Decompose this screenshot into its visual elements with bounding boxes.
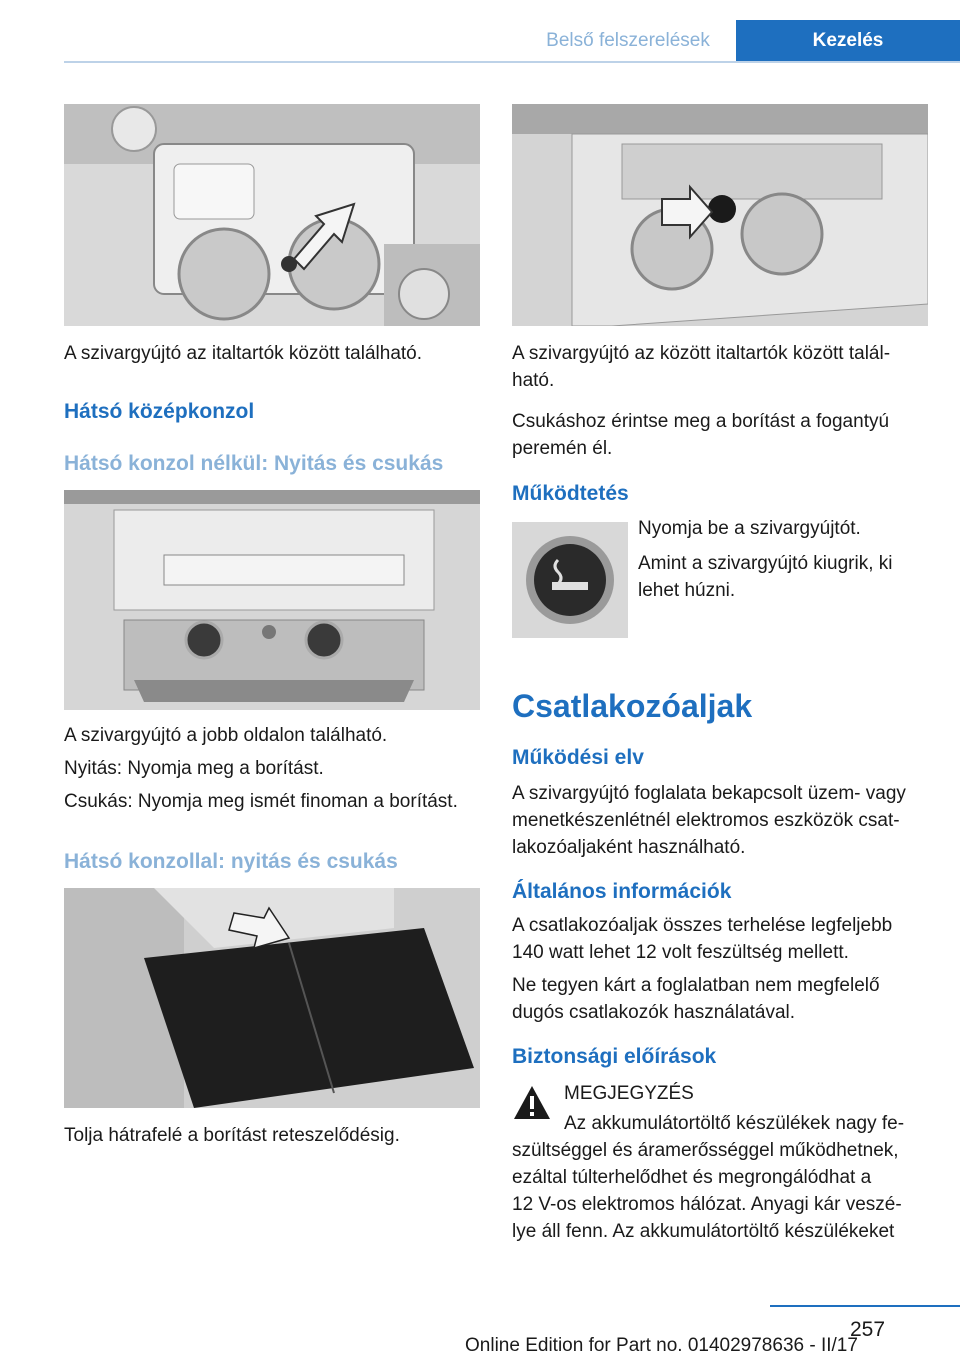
caption-front-line1: A szivargyújtó az között italtartók között talál-	[512, 343, 891, 364]
text-pops-line1: Amint a szivargyújtó kiugrik, ki	[638, 553, 893, 574]
caption-right-side: A szivargyújtó a jobb oldalon található.	[64, 725, 388, 746]
heading-general-info: Általános információk	[512, 880, 732, 903]
caption-front-line2: ható.	[512, 370, 555, 391]
notice-line1: Az akkumulátortöltő készülékek nagy fe-	[564, 1113, 905, 1134]
page-number: 257	[850, 1318, 886, 1341]
subheading-with-console: Hátsó konzollal: nyitás és csukás	[64, 850, 398, 873]
notice-label: MEGJEGYZÉS	[564, 1083, 694, 1104]
warning-triangle-icon	[512, 1084, 552, 1122]
footer-edition: Online Edition for Part no. 01402978636 - II/17	[465, 1335, 858, 1356]
footer-divider	[770, 1305, 960, 1307]
header-chapter-tab[interactable]: Kezelés	[736, 20, 960, 62]
subheading-without-console: Hátsó konzol nélkül: Nyitás és csukás	[64, 452, 444, 475]
general-line3: Ne tegyen kárt a foglalatban nem megfelelő	[512, 975, 880, 996]
caption-cupholder: A szivargyújtó az italtartók között található.	[64, 343, 423, 364]
text-press-lighter: Nyomja be a szivargyújtót.	[638, 518, 861, 539]
console-cover-photo	[64, 888, 480, 1108]
cigarette-lighter-icon	[512, 522, 628, 638]
cupholder-lighter-photo	[64, 104, 480, 326]
heading-sockets: Csatlakozóaljak	[512, 688, 753, 724]
heading-rear-console: Hátsó középkonzol	[64, 400, 255, 423]
close-text-line1: Csukáshoz érintse meg a borítást a fogantyú	[512, 411, 890, 432]
front-cupholder-photo	[512, 104, 928, 326]
general-line1: A csatlakozóaljak összes terhelése legfeljebb	[512, 915, 893, 936]
heading-principle: Működési elv	[512, 746, 644, 769]
notice-line2: szültséggel és áramerősséggel működhetnek,	[512, 1140, 899, 1161]
caption-slide-cover: Tolja hátrafelé a borítást reteszelődésig.	[64, 1125, 400, 1146]
general-line4: dugós csatlakozók használatával.	[512, 1002, 796, 1023]
notice-line3: ezáltal túlterhelődhet és megrongálódhat a	[512, 1167, 872, 1188]
header-section-tab[interactable]: Belső felszerelések	[546, 30, 710, 51]
principle-line3: lakozóaljaként használható.	[512, 837, 746, 858]
principle-line1: A szivargyújtó foglalata bekapcsolt üzem- vagy	[512, 783, 906, 804]
text-close: Csukás: Nyomja meg ismét finoman a borítást.	[64, 791, 458, 812]
text-pops-line2: lehet húzni.	[638, 580, 736, 601]
heading-safety: Biztonsági előírások	[512, 1045, 717, 1068]
close-text-line2: peremén él.	[512, 438, 613, 459]
general-line2: 140 watt lehet 12 volt feszültség mellett.	[512, 942, 849, 963]
rear-panel-photo	[64, 490, 480, 710]
header-divider	[64, 61, 960, 63]
heading-operation: Működtetés	[512, 482, 629, 505]
notice-line4: 12 V-os elektromos hálózat. Anyagi kár veszé-	[512, 1194, 902, 1215]
text-open: Nyitás: Nyomja meg a borítást.	[64, 758, 324, 779]
principle-line2: menetkészenlétnél elektromos eszközök csat-	[512, 810, 900, 831]
notice-line5: lye áll fenn. Az akkumulátortöltő készülékeket	[512, 1221, 895, 1242]
